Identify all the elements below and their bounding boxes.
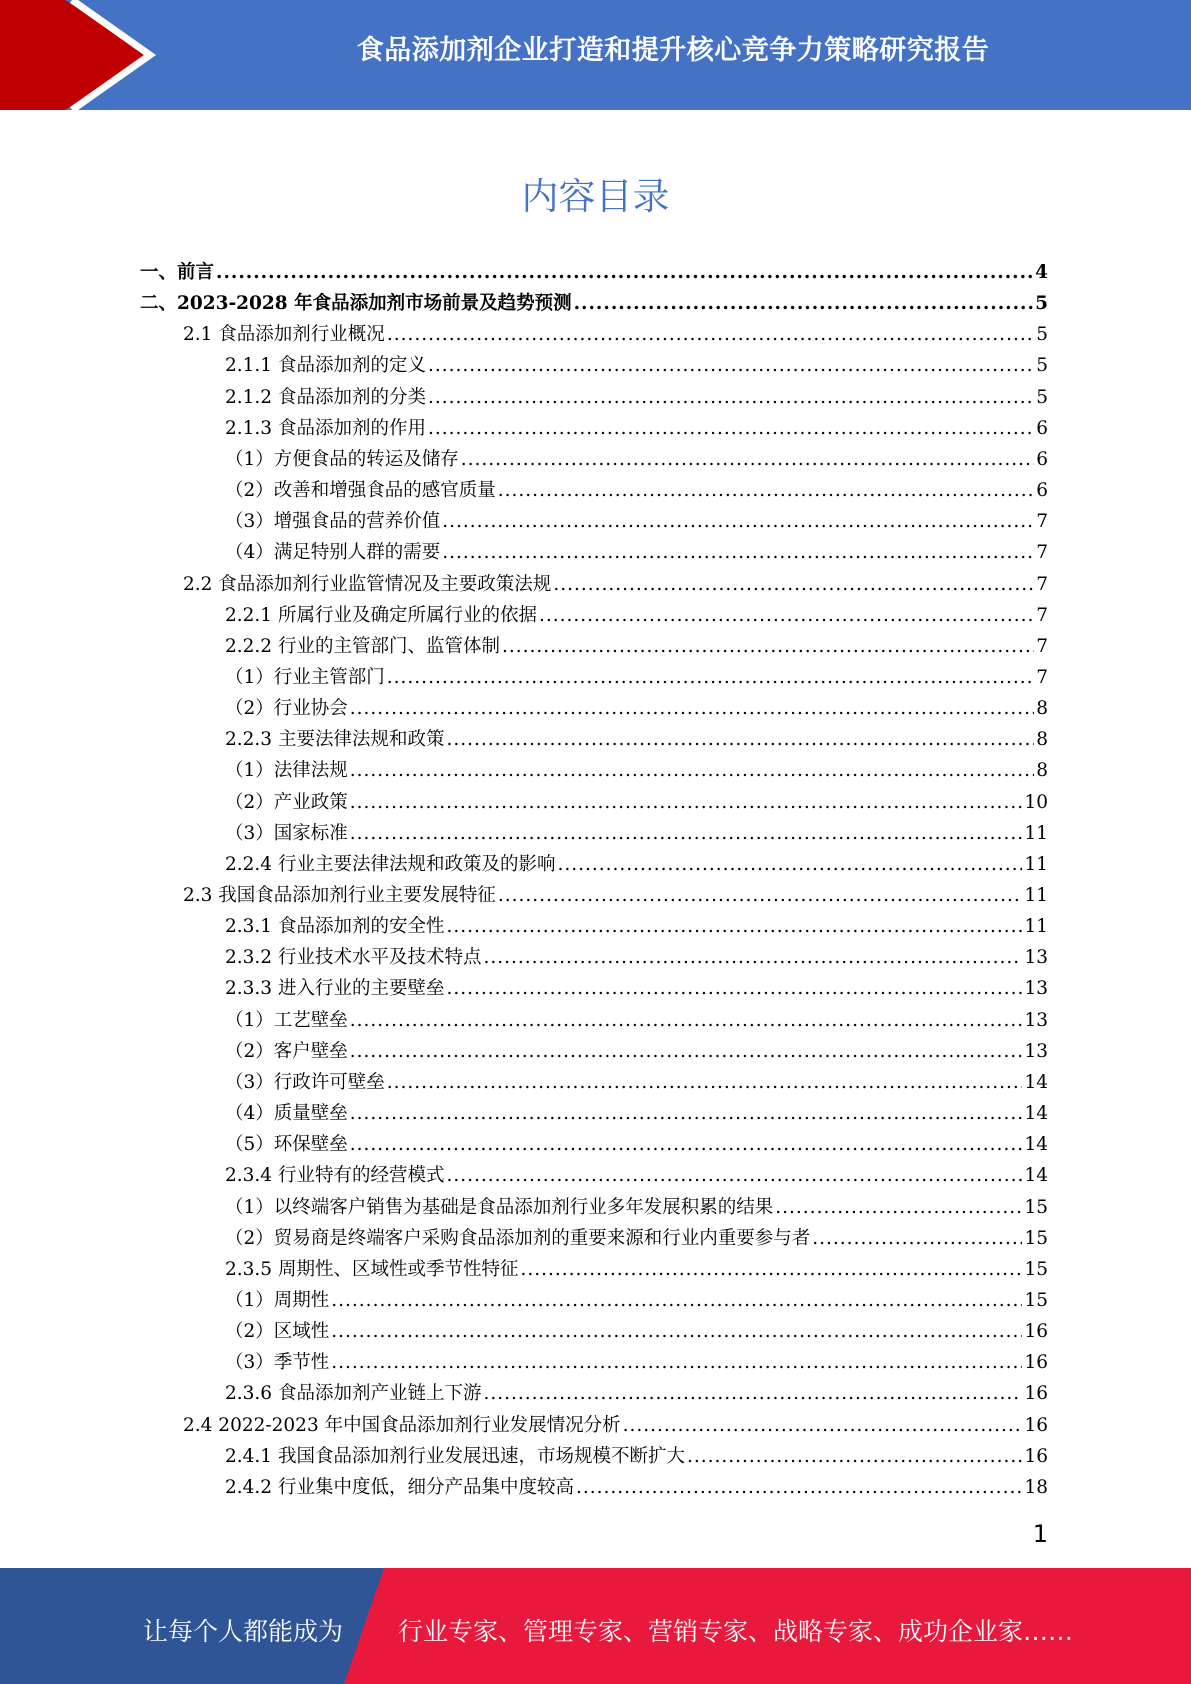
toc-leader-dots — [483, 947, 1022, 969]
toc-entry[interactable] — [183, 315, 1048, 346]
toc-leader-dots — [442, 511, 1034, 533]
toc-entry-title: （2）客户壁垒 — [225, 1040, 348, 1062]
page-footer — [0, 1568, 1191, 1684]
toc-entry-title: （3）季节性 — [225, 1352, 330, 1374]
toc-leader-dots — [350, 823, 1023, 845]
toc-entry[interactable] — [183, 876, 1048, 907]
toc-heading: 内容目录 — [521, 175, 670, 218]
toc-entry-title: 2.3.2 行业技术水平及技术特点 — [225, 947, 482, 969]
toc-entry-page: 4 — [1035, 262, 1048, 283]
toc-entry-page: 18 — [1024, 1476, 1048, 1498]
footer-slogan: 让每个人都能成为 — [143, 1617, 344, 1646]
toc-entry-title: （2）行业协会 — [225, 698, 348, 720]
toc-entry-title: （3）国家标准 — [225, 822, 348, 844]
toc-entry[interactable] — [225, 627, 1048, 658]
toc-entry-page: 15 — [1024, 1289, 1048, 1311]
toc-leader-dots — [331, 1290, 1022, 1312]
toc-entry-title: 2.2 食品添加剂行业监管情况及主要政策法规 — [183, 573, 552, 595]
toc-leader-dots — [216, 262, 1033, 284]
toc-leader-dots — [387, 667, 1034, 689]
footer-roles: 行业专家、管理专家、营销专家、战略专家、成功企业家…… — [398, 1617, 1074, 1646]
toc-entry-page: 15 — [1024, 1196, 1048, 1218]
toc-entry-title: （1）工艺壁垒 — [225, 1009, 348, 1031]
toc-entry-page: 8 — [1036, 729, 1048, 751]
toc-entry-page: 8 — [1036, 760, 1048, 782]
toc-entry-title: （2）区域性 — [225, 1321, 330, 1343]
toc-entry-title: 2.3.3 进入行业的主要壁垒 — [225, 978, 445, 1000]
toc-leader-dots — [428, 355, 1034, 377]
toc-entry-page: 7 — [1036, 511, 1048, 533]
toc-entry-title: 2.1.3 食品添加剂的作用 — [225, 417, 426, 439]
toc-entry-page: 10 — [1024, 791, 1048, 813]
toc-leader-dots — [350, 760, 1034, 782]
toc-entry[interactable] — [225, 1156, 1048, 1187]
toc-entry[interactable] — [225, 502, 1048, 533]
toc-leader-dots — [446, 729, 1034, 751]
toc-entry-title: 2.2.3 主要法律法规和政策 — [225, 729, 445, 751]
toc-entry-title: 2.3.5 周期性、区域性或季节性特征 — [225, 1258, 519, 1280]
toc-entry-page: 5 — [1036, 355, 1048, 377]
toc-entry-page: 8 — [1036, 698, 1048, 720]
toc-entry[interactable] — [225, 409, 1048, 440]
toc-entry[interactable] — [225, 1374, 1048, 1405]
toc-entry-page: 7 — [1036, 666, 1048, 688]
toc-entry-page: 14 — [1024, 1134, 1048, 1156]
toc-leader-dots — [350, 1134, 1023, 1156]
toc-entry-title: 2.1.1 食品添加剂的定义 — [225, 355, 426, 377]
toc-entry-title: 2.4.1 我国食品添加剂行业发展迅速，市场规模不断扩大 — [225, 1445, 685, 1467]
toc-entry[interactable] — [225, 689, 1048, 720]
page-header — [0, 0, 1191, 110]
toc-leader-dots — [331, 1321, 1022, 1343]
toc-entry[interactable] — [225, 1063, 1048, 1094]
toc-entry-title: 2.1 食品添加剂行业概况 — [183, 324, 385, 346]
toc-leader-dots — [623, 1415, 1023, 1437]
toc-entry-title: （1）方便食品的转运及储存 — [225, 448, 459, 470]
toc-entry-page: 16 — [1024, 1352, 1048, 1374]
toc-entry[interactable] — [140, 253, 1048, 284]
toc-entry-title: （1）周期性 — [225, 1289, 330, 1311]
toc-leader-dots — [574, 293, 1034, 315]
toc-entry-page: 16 — [1024, 1383, 1048, 1405]
toc-entry[interactable] — [225, 658, 1048, 689]
toc-entry-page: 5 — [1035, 293, 1048, 315]
toc-entry[interactable] — [225, 1281, 1048, 1312]
toc-entry-page: 13 — [1024, 947, 1048, 969]
toc-entry[interactable] — [225, 969, 1048, 1000]
toc-entry[interactable] — [225, 1188, 1048, 1219]
toc-entry-page: 13 — [1024, 1040, 1048, 1062]
toc-entry-page: 15 — [1024, 1227, 1048, 1249]
toc-entry[interactable] — [225, 783, 1048, 814]
toc-entry-title: 2.1.2 食品添加剂的分类 — [225, 386, 426, 408]
toc-entry-title: 2.3 我国食品添加剂行业主要发展特征 — [183, 885, 496, 906]
toc-entry-title: （4）满足特别人群的需要 — [225, 542, 441, 564]
toc-entry-page: 14 — [1024, 1103, 1048, 1125]
toc-entry[interactable] — [225, 471, 1048, 502]
toc-entry-page: 5 — [1036, 386, 1048, 408]
toc-entry[interactable] — [225, 1001, 1048, 1032]
toc-leader-dots — [498, 885, 1023, 907]
toc-entry-title: 2.3.4 行业特有的经营模式 — [225, 1165, 445, 1187]
toc-entry[interactable] — [183, 565, 1048, 596]
toc-leader-dots — [520, 1259, 1022, 1281]
toc-entry[interactable] — [225, 1250, 1048, 1281]
toc-entry[interactable] — [225, 378, 1048, 409]
toc-entry[interactable] — [225, 814, 1048, 845]
toc-entry-page: 6 — [1036, 480, 1048, 502]
toc-entry-page: 7 — [1036, 604, 1048, 626]
toc-leader-dots — [812, 1228, 1022, 1250]
toc-entry[interactable] — [225, 1343, 1048, 1374]
toc-leader-dots — [461, 449, 1034, 471]
toc-entry-title: 2.2.2 行业的主管部门、监管体制 — [225, 635, 500, 657]
toc-entry[interactable] — [225, 1468, 1048, 1499]
toc-entry-title: （1）法律法规 — [225, 760, 348, 782]
toc-leader-dots — [483, 1383, 1022, 1405]
toc-leader-dots — [442, 542, 1034, 564]
toc-entry[interactable] — [225, 1094, 1048, 1125]
toc-entry-page: 6 — [1036, 448, 1048, 470]
toc-leader-dots — [350, 1041, 1023, 1063]
toc-leader-dots — [428, 387, 1034, 409]
toc-leader-dots — [350, 792, 1023, 814]
toc-entry[interactable] — [183, 1406, 1048, 1437]
toc-leader-dots — [446, 916, 1022, 938]
toc-entry[interactable] — [225, 845, 1048, 876]
toc-entry-page: 16 — [1024, 1445, 1048, 1467]
toc-entry[interactable] — [225, 751, 1048, 782]
toc-entry-title: （3）行政许可壁垒 — [225, 1071, 385, 1093]
toc-entry-page: 13 — [1024, 978, 1048, 1000]
toc-entry-page: 11 — [1024, 916, 1048, 938]
toc-entry-title: （1）以终端客户销售为基础是食品添加剂行业多年发展积累的结果 — [225, 1196, 774, 1218]
toc-leader-dots — [687, 1446, 1022, 1468]
toc-entry[interactable] — [225, 1312, 1048, 1343]
toc-entry-page: 16 — [1024, 1321, 1048, 1343]
toc-leader-dots — [539, 605, 1034, 627]
toc-leader-dots — [775, 1197, 1022, 1219]
toc-leader-dots — [557, 854, 1022, 876]
toc-entry-title: （3）增强食品的营养价值 — [225, 511, 441, 533]
toc-leader-dots — [576, 1477, 1022, 1499]
toc-entry[interactable] — [225, 1437, 1048, 1468]
toc-entry-page: 15 — [1024, 1258, 1048, 1280]
toc-entry[interactable] — [140, 284, 1048, 315]
toc-entry-title: 二、2023-2028 年食品添加剂市场前景及趋势预测 — [140, 293, 572, 315]
toc-entry[interactable] — [225, 346, 1048, 377]
toc-entry-title: （2）产业政策 — [225, 791, 348, 813]
toc-entry-title: 2.3.1 食品添加剂的安全性 — [225, 916, 445, 938]
toc-entry-title: 2.4 2022-2023 年中国食品添加剂行业发展情况分析 — [183, 1414, 621, 1436]
toc-entry-page: 7 — [1036, 542, 1048, 564]
toc-entry[interactable] — [225, 907, 1048, 938]
toc-entry[interactable] — [225, 720, 1048, 751]
toc-entry[interactable] — [225, 1219, 1048, 1250]
toc-entry-page: 6 — [1036, 417, 1048, 439]
toc-leader-dots — [498, 480, 1034, 502]
toc-leader-dots — [387, 324, 1034, 346]
toc-entry-title: 一、前言 — [140, 262, 215, 283]
toc-entry-page: 13 — [1024, 1009, 1048, 1031]
toc-entry-page: 11 — [1024, 853, 1048, 875]
toc-entry[interactable] — [225, 1125, 1048, 1156]
toc-entry-title: 2.2.1 所属行业及确定所属行业的依据 — [225, 604, 537, 626]
toc-leader-dots — [553, 574, 1034, 596]
toc-entry-page: 14 — [1024, 1071, 1048, 1093]
toc-entry-page: 7 — [1036, 573, 1048, 595]
toc-entry-page: 16 — [1024, 1414, 1048, 1436]
toc-leader-dots — [350, 1103, 1023, 1125]
toc-entry-title: （2）改善和增强食品的感官质量 — [225, 480, 496, 502]
toc-entry-title: 2.3.6 食品添加剂产业链上下游 — [225, 1383, 482, 1405]
toc-entry-page: 5 — [1036, 324, 1048, 346]
toc-entry[interactable] — [225, 596, 1048, 627]
toc-leader-dots — [502, 636, 1034, 658]
page-number: 1 — [1032, 1520, 1048, 1548]
toc-entry-title: （1）行业主管部门 — [225, 666, 385, 688]
toc-entry-title: 2.2.4 行业主要法律法规和政策及的影响 — [225, 853, 556, 875]
toc-entry-title: （2）贸易商是终端客户采购食品添加剂的重要来源和行业内重要参与者 — [225, 1227, 811, 1249]
toc-entry-title: （4）质量壁垒 — [225, 1103, 348, 1125]
toc-entry-title: （5）环保壁垒 — [225, 1134, 348, 1156]
toc-entry-title: 2.4.2 行业集中度低，细分产品集中度较高 — [225, 1476, 574, 1498]
toc-leader-dots — [387, 1072, 1023, 1094]
toc-leader-dots — [331, 1352, 1022, 1374]
toc-leader-dots — [350, 1010, 1023, 1032]
report-title: 食品添加剂企业打造和提升核心竞争力策略研究报告 — [356, 35, 990, 66]
toc-entry[interactable] — [225, 533, 1048, 564]
toc-entry-page: 11 — [1024, 822, 1048, 844]
toc-entry-page: 7 — [1036, 635, 1048, 657]
toc-leader-dots — [428, 418, 1034, 440]
toc-entry[interactable] — [225, 1032, 1048, 1063]
toc-entry-page: 14 — [1024, 1165, 1048, 1187]
toc-entry[interactable] — [225, 938, 1048, 969]
toc-leader-dots — [446, 1165, 1022, 1187]
toc-entry-page: 11 — [1024, 885, 1048, 906]
toc-leader-dots — [446, 978, 1022, 1000]
toc-leader-dots — [350, 698, 1034, 720]
toc-entry[interactable] — [225, 440, 1048, 471]
